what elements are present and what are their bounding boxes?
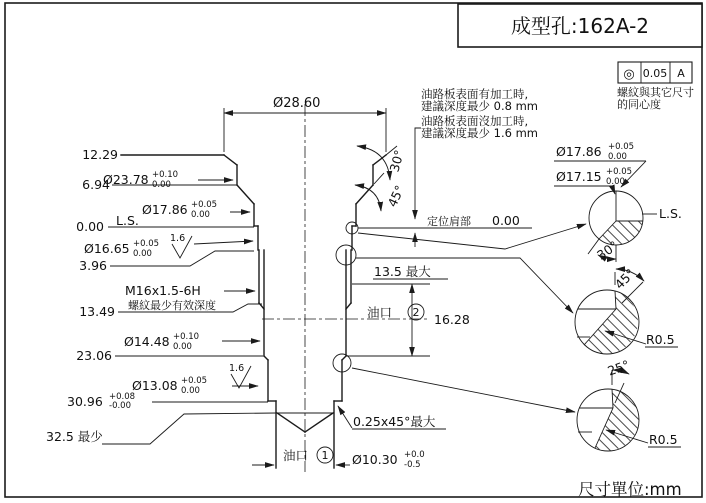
detail-view-relief [575, 266, 678, 354]
dim-d1786-left-tol-dn: 0.00 [191, 210, 210, 220]
finish-2-value: 1.6 [229, 363, 245, 374]
angle-45-label: 45° [384, 182, 408, 210]
detail-angle-45: 45° [611, 265, 638, 292]
dim-d2860: Ø28.60 [273, 96, 321, 111]
depth-13-49: 13.49 [79, 304, 115, 319]
gdt-frame [617, 62, 694, 111]
dim-d1308-tol-up: +0.05 [181, 376, 208, 386]
angle-callouts [355, 146, 407, 211]
note-line-1: 油路板表面有加工時, [421, 87, 529, 101]
depth-0-00: 0.00 [76, 219, 104, 234]
depth-12-29: 12.29 [82, 147, 118, 162]
depth-30-96-tol-dn: -0.00 [109, 401, 131, 411]
units-label: 尺寸單位:mm [578, 480, 682, 499]
detail-r05-b: R0.5 [649, 432, 678, 447]
detail-d1786: Ø17.86 [556, 144, 602, 159]
port2-max-label: 13.5 最大 [374, 264, 431, 279]
depth-30-96-tol-up: +0.08 [109, 392, 136, 402]
dim-d1665-tol-dn: 0.00 [133, 249, 152, 259]
drawing-title: 成型孔:162A-2 [510, 14, 650, 38]
note-line-2: 建議深度最少 0.8 mm [421, 99, 539, 113]
thread-depth-note: 螺紋最少有效深度 [128, 299, 216, 312]
dim-d1030-tol-dn: -0.5 [404, 460, 421, 470]
dim-d2378-tol-up: +0.10 [152, 170, 179, 180]
dim-d2378: Ø23.78 [103, 172, 149, 187]
note-line-4: 建議深度最少 1.6 mm [421, 126, 539, 140]
port1-number: 1 [321, 449, 329, 462]
dim-d1786-left: Ø17.86 [142, 202, 188, 217]
dim-d1448-tol-up: +0.10 [173, 332, 200, 342]
concentricity-icon: ◎ [623, 67, 635, 82]
port2-label: 油口 [367, 305, 393, 320]
dim-d1448: Ø14.48 [124, 334, 170, 349]
dim-top-diameter [224, 96, 386, 152]
gdt-datum: A [677, 67, 685, 80]
note-leader-down [415, 128, 421, 219]
bottom-port-dim [252, 447, 425, 470]
shoulder-depth: 0.00 [492, 213, 520, 228]
note-line-3: 油路板表面沒加工時, [421, 114, 529, 128]
dim-d1030-tol-up: +0.0 [404, 450, 425, 460]
depth-23-06: 23.06 [76, 348, 112, 363]
surface-finish-icon-2 [229, 363, 251, 388]
depth-30-96: 30.96 [67, 394, 103, 409]
dim-d1308-tol-dn: 0.00 [181, 386, 200, 396]
gdt-note-1: 螺紋與其它尺寸 [617, 86, 694, 99]
port2-depth: 16.28 [434, 312, 470, 327]
detail-d1715-tol-dn: 0.00 [606, 177, 625, 187]
dim-d1665-tol-up: +0.05 [133, 239, 160, 249]
depth-3-96: 3.96 [79, 258, 107, 273]
shoulder-label: 定位肩部 [427, 215, 471, 228]
dim-d1030: Ø10.30 [352, 452, 398, 467]
dim-thread: M16x1.5-6H [125, 283, 201, 298]
gdt-note-2: 的同心度 [617, 98, 661, 111]
angle-30-label: 30° [386, 148, 407, 174]
detail-r05-a: R0.5 [646, 332, 675, 347]
detail-ls-label: L.S. [659, 206, 682, 221]
dim-d1448-tol-dn: 0.00 [173, 342, 192, 352]
detail-angle-30: 30° [594, 237, 621, 263]
dim-d1665: Ø16.65 [84, 241, 130, 256]
finish-1-value: 1.6 [170, 233, 186, 244]
detail-view-lower-step [577, 357, 681, 451]
detail-angle-25: 25° [605, 356, 632, 379]
detail-view-shoulder [554, 142, 682, 263]
surface-finish-icon-1 [170, 233, 192, 258]
depth-32-5-min: 32.5 最少 [46, 429, 103, 444]
datum-ls-label: L.S. [116, 213, 139, 228]
port2-number: 2 [412, 306, 420, 319]
detail-d1786-tol-dn: 0.00 [608, 152, 627, 162]
right-callouts [338, 213, 532, 429]
detail-d1715: Ø17.15 [556, 169, 602, 184]
depth-6-94: 6.94 [82, 177, 110, 192]
dim-d1308: Ø13.08 [132, 378, 178, 393]
port1-label: 油口 [283, 448, 309, 463]
detail-d1786-tol-up: +0.05 [608, 142, 635, 152]
detail-d1715-tol-up: +0.05 [606, 167, 633, 177]
dim-d1786-left-tol-up: +0.05 [191, 200, 218, 210]
dim-d2378-tol-dn: 0.00 [152, 180, 171, 190]
gdt-tolerance: 0.05 [642, 67, 668, 80]
chamfer-callout: 0.25x45°最大 [353, 414, 436, 429]
